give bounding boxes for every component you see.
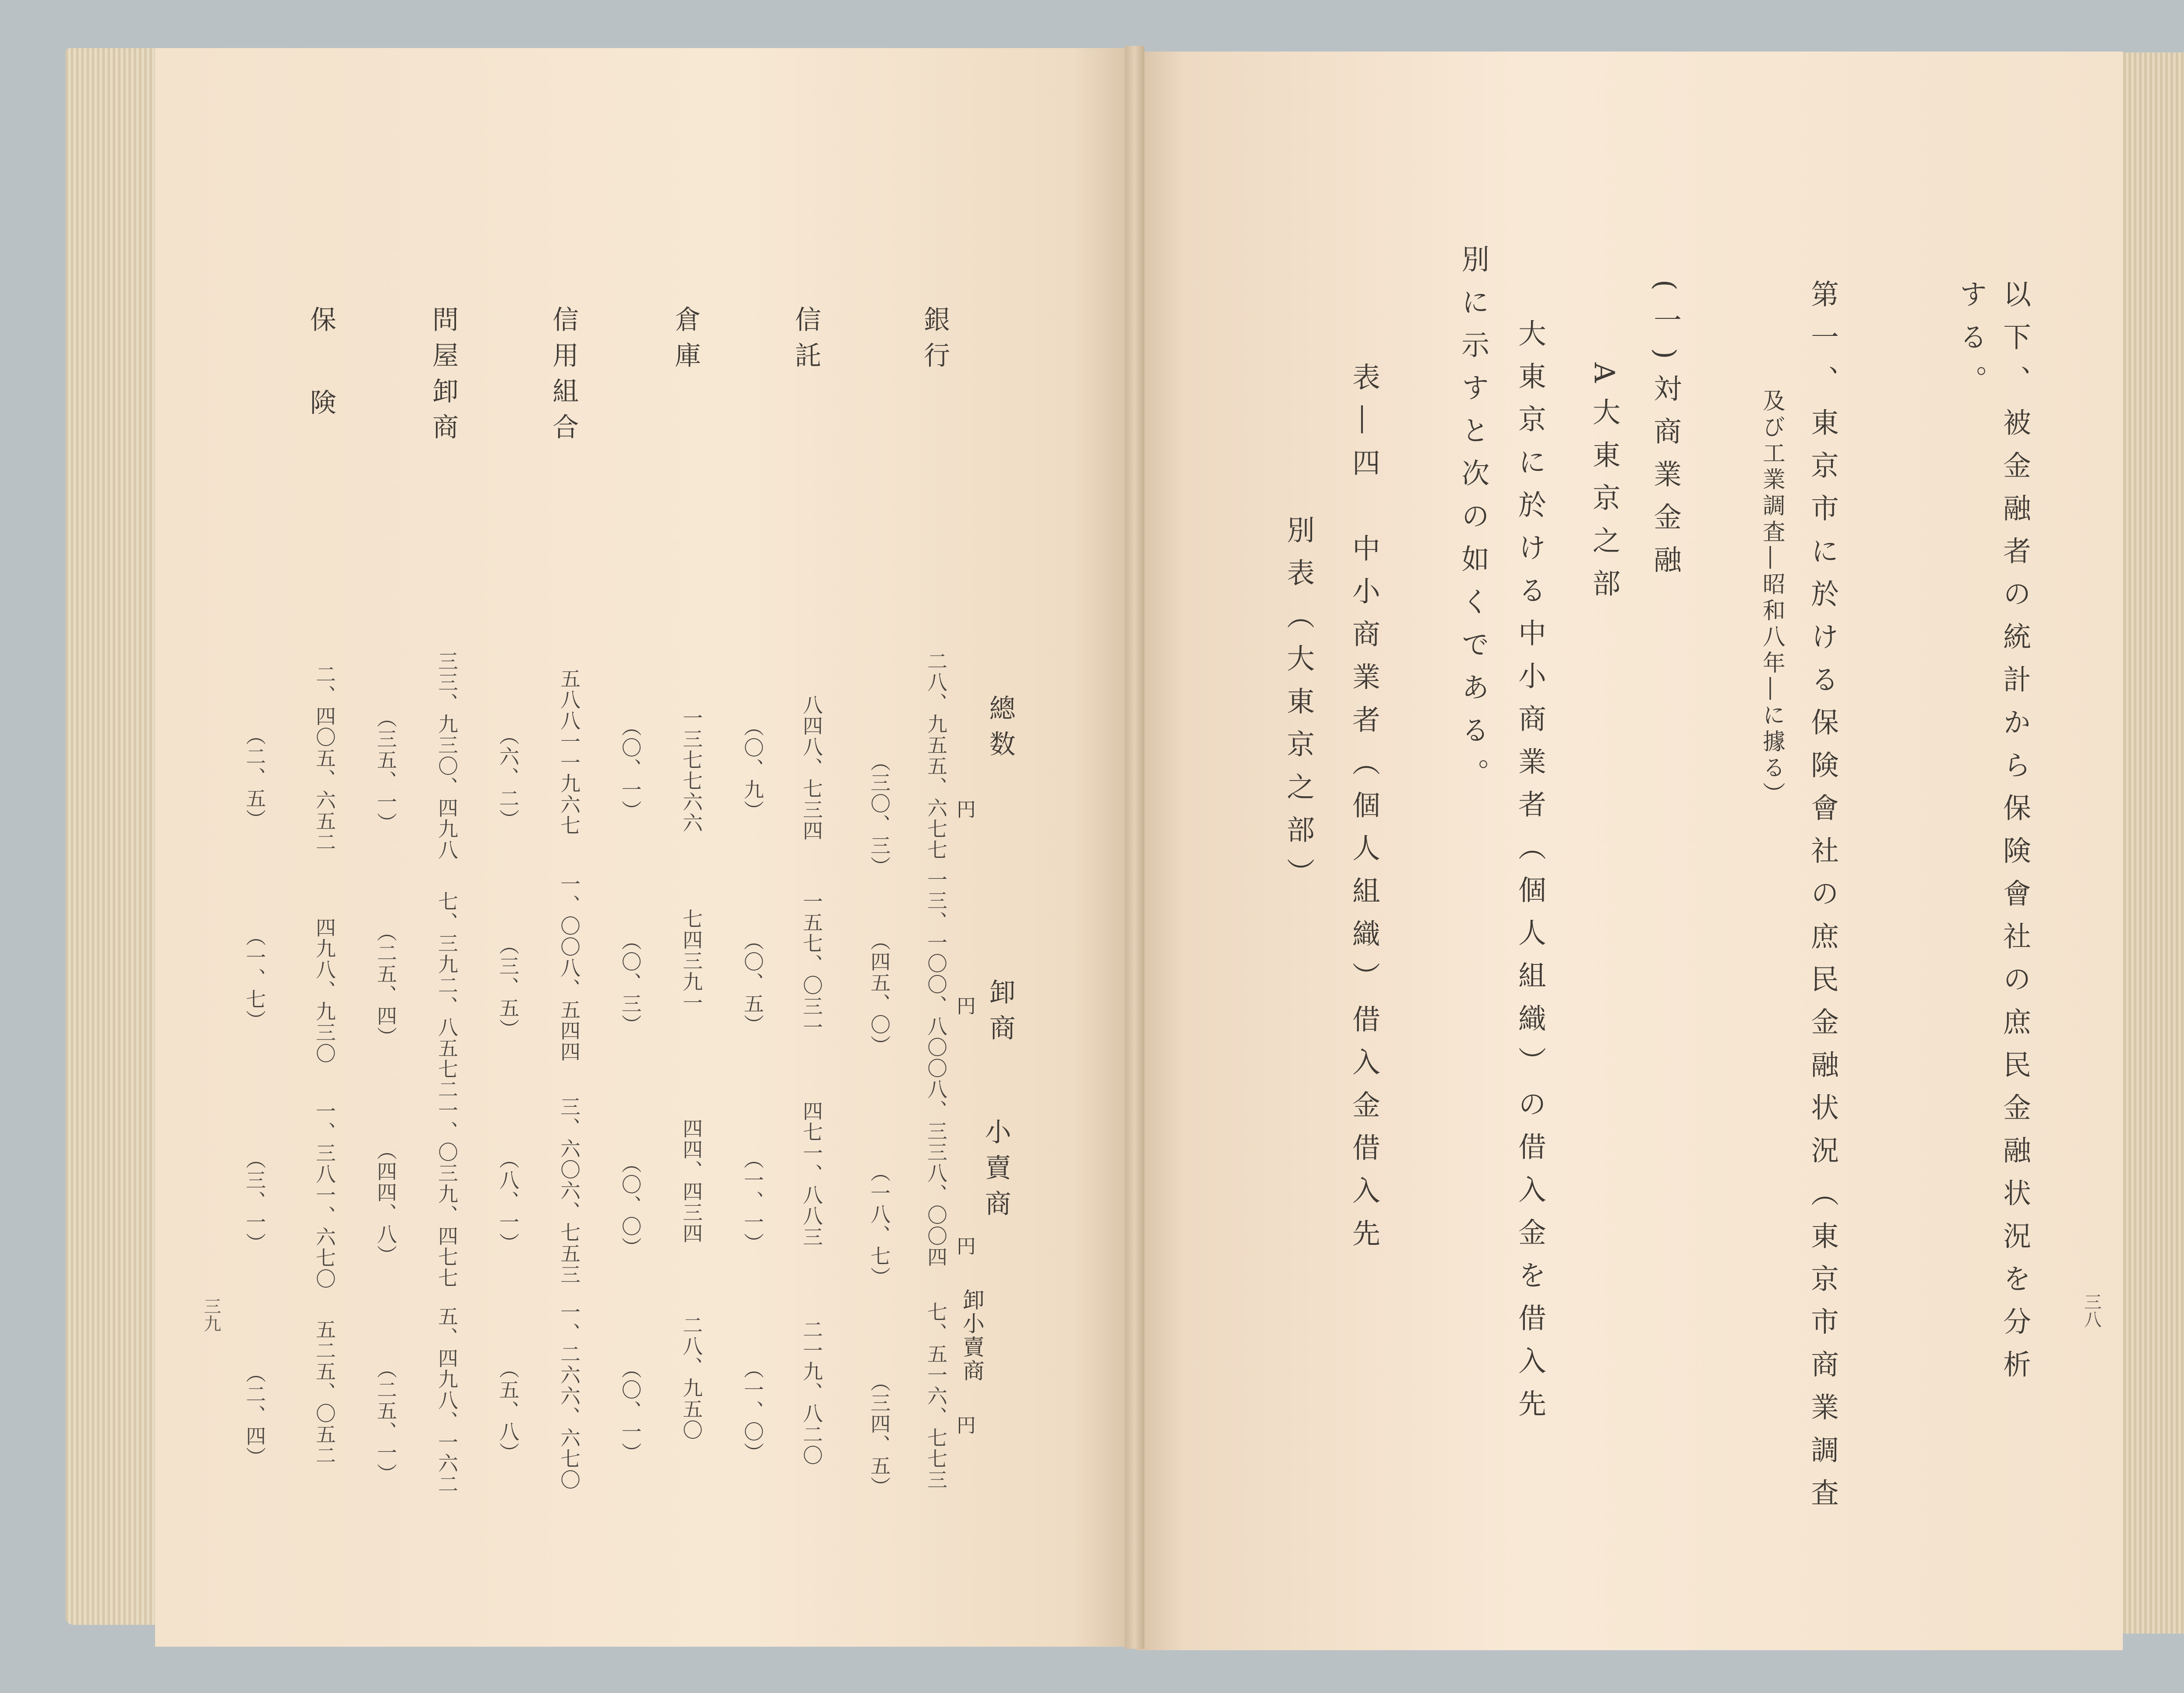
row-label-warehouse: 倉庫 (670, 306, 701, 377)
text-line-2: する。 (1955, 280, 1987, 408)
row-insurance-pct-retail: （三、一） (243, 1149, 266, 1254)
row-trust-pct-total: （〇、九） (741, 716, 764, 821)
row-warehouse-value-total: 一三七七六六 (680, 708, 703, 833)
row-warehouse-pct-ws-retail: （〇、一） (619, 1358, 642, 1463)
row-credit-union-pct-retail: （八、一） (496, 1149, 520, 1254)
row-insurance-pct-total: （二、五） (243, 725, 266, 830)
header-total: 總数 (985, 694, 1016, 766)
row-label-bank: 銀行 (919, 306, 950, 377)
row-insurance-pct-wholesale: （一、七） (243, 926, 266, 1031)
row-warehouse-value-wholesale: 七四三九一 (680, 909, 703, 1013)
row-trust-pct-ws-retail: （一、〇） (741, 1358, 764, 1463)
right-page-edges (2121, 52, 2184, 1634)
row-label-credit-union: 信用組合 (548, 306, 579, 449)
unit-yen-wholesale: 円 (953, 996, 975, 1017)
book-gutter (1125, 46, 1144, 1649)
right-page-number: 三八 (2081, 1293, 2101, 1328)
row-warehouse-pct-wholesale: （〇、三） (619, 930, 642, 1035)
row-bank-value-total: 二八、九五五、六七七 (924, 651, 948, 860)
row-insurance-pct-ws-retail: （二、四） (243, 1363, 266, 1468)
row-bank-value-wholesale: 一三、一〇〇、八〇〇 (924, 869, 948, 1079)
row-warehouse-pct-total: （〇、一） (619, 716, 642, 821)
header-wholesale: 卸商 (985, 978, 1016, 1050)
row-trust-value-total: 八四八、七三四 (800, 694, 823, 841)
row-wholesaler-pct-ws-retail: （二五、一） (374, 1358, 397, 1484)
unit-yen-retail: 円 (953, 1236, 975, 1257)
row-trust-value-wholesale: 一五七、〇三一 (800, 891, 823, 1038)
left-page-number: 三九 (201, 1297, 221, 1332)
text-line-7: 大東京に於ける中小商業者（個人組織）の借入金を借入先 (1514, 319, 1546, 1432)
row-trust-pct-wholesale: （〇、五） (741, 930, 764, 1035)
text-line-8: 別に示すと次の如くである。 (1457, 245, 1489, 801)
row-wholesaler-value-retail: 二一、〇三九、四七七 (435, 1079, 459, 1289)
row-label-insurance: 保険 (306, 306, 336, 472)
header-retail: 小賣商 (981, 1118, 1011, 1226)
section-heading: 第一、東京市に於ける保険會社の庶民金融状況（東京市商業調査 (1806, 280, 1838, 1521)
table-caption: 表―四 中小商業者（個人組織）借入金借入先 (1348, 363, 1380, 1261)
row-trust-pct-retail: （一、一） (741, 1149, 764, 1254)
row-insurance-value-retail: 一、三八一、六七〇 (313, 1101, 336, 1289)
row-insurance-value-wholesale: 四九八、九三〇 (313, 917, 336, 1064)
row-wholesaler-value-ws-retail: 五、四九八、一六二 (435, 1306, 459, 1495)
subsection-heading: (一)対商業金融 (1649, 280, 1681, 588)
row-bank-pct-total: （三〇、三） (867, 751, 891, 877)
row-wholesaler-value-total: 三三、九三〇、四九八 (435, 651, 459, 860)
row-label-wholesaler: 問屋卸商 (428, 306, 459, 449)
sub-subsection-heading: A大東京之部 (1588, 363, 1620, 612)
row-credit-union-value-ws-retail: 一、二六六、六七〇 (557, 1302, 581, 1490)
row-insurance-value-ws-retail: 五二五、〇五二 (313, 1319, 336, 1466)
row-credit-union-pct-wholesale: （三、五） (496, 935, 520, 1040)
row-credit-union-pct-total: （六、二） (496, 725, 520, 830)
unit-yen-ws-retail: 円 (953, 1415, 975, 1436)
row-bank-pct-ws-retail: （三四、五） (867, 1372, 891, 1497)
row-wholesaler-pct-total: （三五、一） (374, 708, 397, 833)
row-label-trust: 信託 (791, 306, 821, 377)
row-wholesaler-pct-retail: （四四、八） (374, 1140, 397, 1266)
row-warehouse-pct-retail: （〇、〇） (619, 1153, 642, 1258)
header-wholesale-retail: 卸小賣商 (959, 1289, 985, 1383)
section-heading-sub: 及び工業調査―昭和八年―に據る） (1759, 389, 1785, 808)
row-credit-union-value-retail: 三、六〇六、七五三 (557, 1096, 581, 1285)
left-page-edges (66, 48, 159, 1625)
row-insurance-value-total: 二、四〇五、六五二 (313, 664, 336, 853)
row-warehouse-value-ws-retail: 二八、九五〇 (680, 1315, 703, 1441)
row-credit-union-value-total: 五八八一一九六七 (557, 668, 581, 836)
row-bank-value-ws-retail: 七、五一六、七七三 (924, 1302, 948, 1490)
row-warehouse-value-retail: 四四、四三四 (680, 1118, 703, 1244)
row-trust-value-retail: 四七一、八八三 (800, 1101, 823, 1247)
row-bank-pct-retail: （一八、七） (867, 1162, 891, 1288)
row-bank-pct-wholesale: （四五、〇） (867, 930, 891, 1056)
row-bank-value-retail: 八、三三八、〇〇四 (924, 1079, 948, 1268)
left-page (155, 48, 1131, 1647)
row-credit-union-value-wholesale: 一、〇〇八、五四四 (557, 874, 581, 1062)
row-trust-value-ws-retail: 二一九、八二〇 (800, 1319, 823, 1466)
text-line-1: 以下、被金融者の統計から保険會社の庶民金融状況を分析 (1998, 280, 2031, 1392)
unit-yen-total: 円 (953, 799, 975, 820)
row-wholesaler-value-wholesale: 七、三九二、八五七 (435, 891, 459, 1080)
row-credit-union-pct-ws-retail: （五、八） (496, 1358, 520, 1463)
table-caption-sub: 別表（大東京之部） (1282, 515, 1314, 901)
row-wholesaler-pct-wholesale: （二五、四） (374, 922, 397, 1047)
